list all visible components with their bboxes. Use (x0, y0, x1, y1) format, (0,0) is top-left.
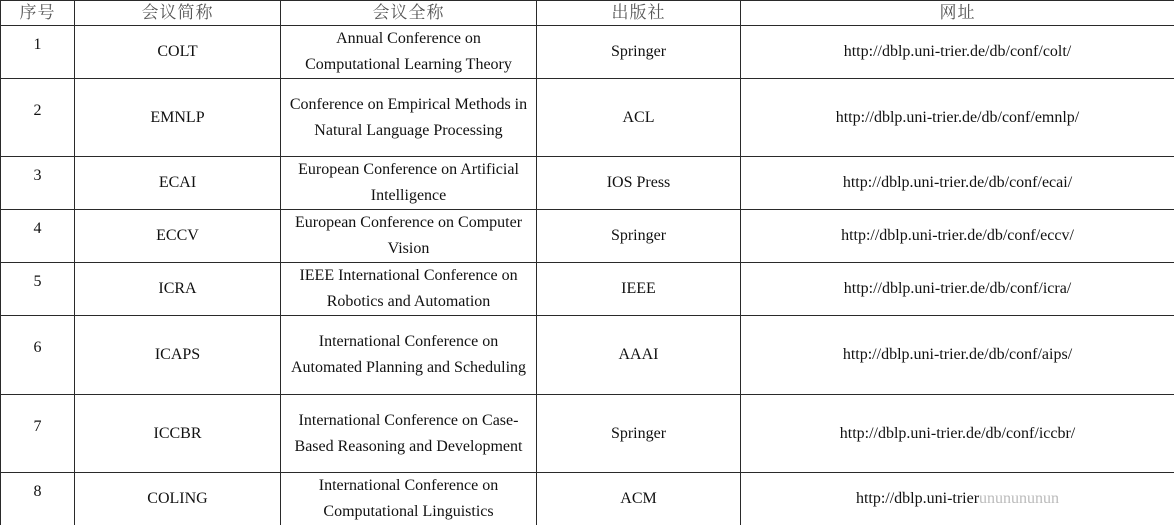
row-number: 6 (1, 316, 75, 395)
conference-url[interactable]: http://dblp.uni-trier.de/db/conf/icra/ (741, 263, 1174, 316)
header-publisher: 出版社 (537, 1, 741, 26)
header-row (1, 1, 1174, 26)
conference-abbr: ICAPS (75, 316, 281, 395)
url-watermark-overlay: ununununun (979, 490, 1059, 507)
conference-abbr: COLT (75, 26, 281, 79)
conference-abbr: ECCV (75, 210, 281, 263)
publisher: Springer (537, 26, 741, 79)
row-number: 4 (1, 210, 75, 263)
conference-full-name: International Conference on Automated Planning and Scheduling (281, 316, 537, 395)
row-number: 2 (1, 79, 75, 157)
header-no: 序号 (1, 1, 75, 26)
publisher: ACM (537, 473, 741, 525)
conference-url[interactable]: http://dblp.uni-trier.de/db/conf/eccv/ (741, 210, 1174, 263)
publisher: ACL (537, 79, 741, 157)
conference-url[interactable]: http://dblp.uni-trier.de/db/conf/emnlp/ (741, 79, 1174, 157)
conference-abbr: ECAI (75, 157, 281, 210)
conference-url[interactable] (741, 473, 1174, 525)
publisher: AAAI (537, 316, 741, 395)
table-row (1, 316, 1174, 395)
publisher: Springer (537, 395, 741, 473)
table-row (1, 79, 1174, 157)
header-abbr: 会议简称 (75, 1, 281, 26)
publisher: IEEE (537, 263, 741, 316)
row-number: 7 (1, 395, 75, 473)
conference-full-name: IEEE International Conference on Robotics and Automation (281, 263, 537, 316)
table-row (1, 263, 1174, 316)
row-number: 5 (1, 263, 75, 316)
row-number: 8 (1, 473, 75, 525)
url-text: http://dblp.uni-trier (856, 490, 979, 507)
header-full-name: 会议全称 (281, 1, 537, 26)
conference-url[interactable]: http://dblp.uni-trier.de/db/conf/ecai/ (741, 157, 1174, 210)
header-url: 网址 (741, 1, 1174, 26)
row-number: 1 (1, 26, 75, 79)
conference-full-name: International Conference on Case-Based Reasoning and Development (281, 395, 537, 473)
conference-abbr: EMNLP (75, 79, 281, 157)
conference-full-name: Annual Conference on Computational Learning Theory (281, 26, 537, 79)
publisher: Springer (537, 210, 741, 263)
conference-url[interactable]: http://dblp.uni-trier.de/db/conf/aips/ (741, 316, 1174, 395)
conference-url[interactable]: http://dblp.uni-trier.de/db/conf/iccbr/ (741, 395, 1174, 473)
table-row (1, 210, 1174, 263)
conference-full-name: International Conference on Computational Linguistics (281, 473, 537, 525)
conference-abbr: ICCBR (75, 395, 281, 473)
conference-abbr: COLING (75, 473, 281, 525)
table-row (1, 26, 1174, 79)
conference-url[interactable]: http://dblp.uni-trier.de/db/conf/colt/ (741, 26, 1174, 79)
conference-abbr: ICRA (75, 263, 281, 316)
row-number: 3 (1, 157, 75, 210)
table-row (1, 157, 1174, 210)
publisher: IOS Press (537, 157, 741, 210)
conference-full-name: European Conference on Artificial Intelligence (281, 157, 537, 210)
conference-full-name: European Conference on Computer Vision (281, 210, 537, 263)
conference-full-name: Conference on Empirical Methods in Natural Language Processing (281, 79, 537, 157)
table-row (1, 473, 1174, 525)
table-row (1, 395, 1174, 473)
